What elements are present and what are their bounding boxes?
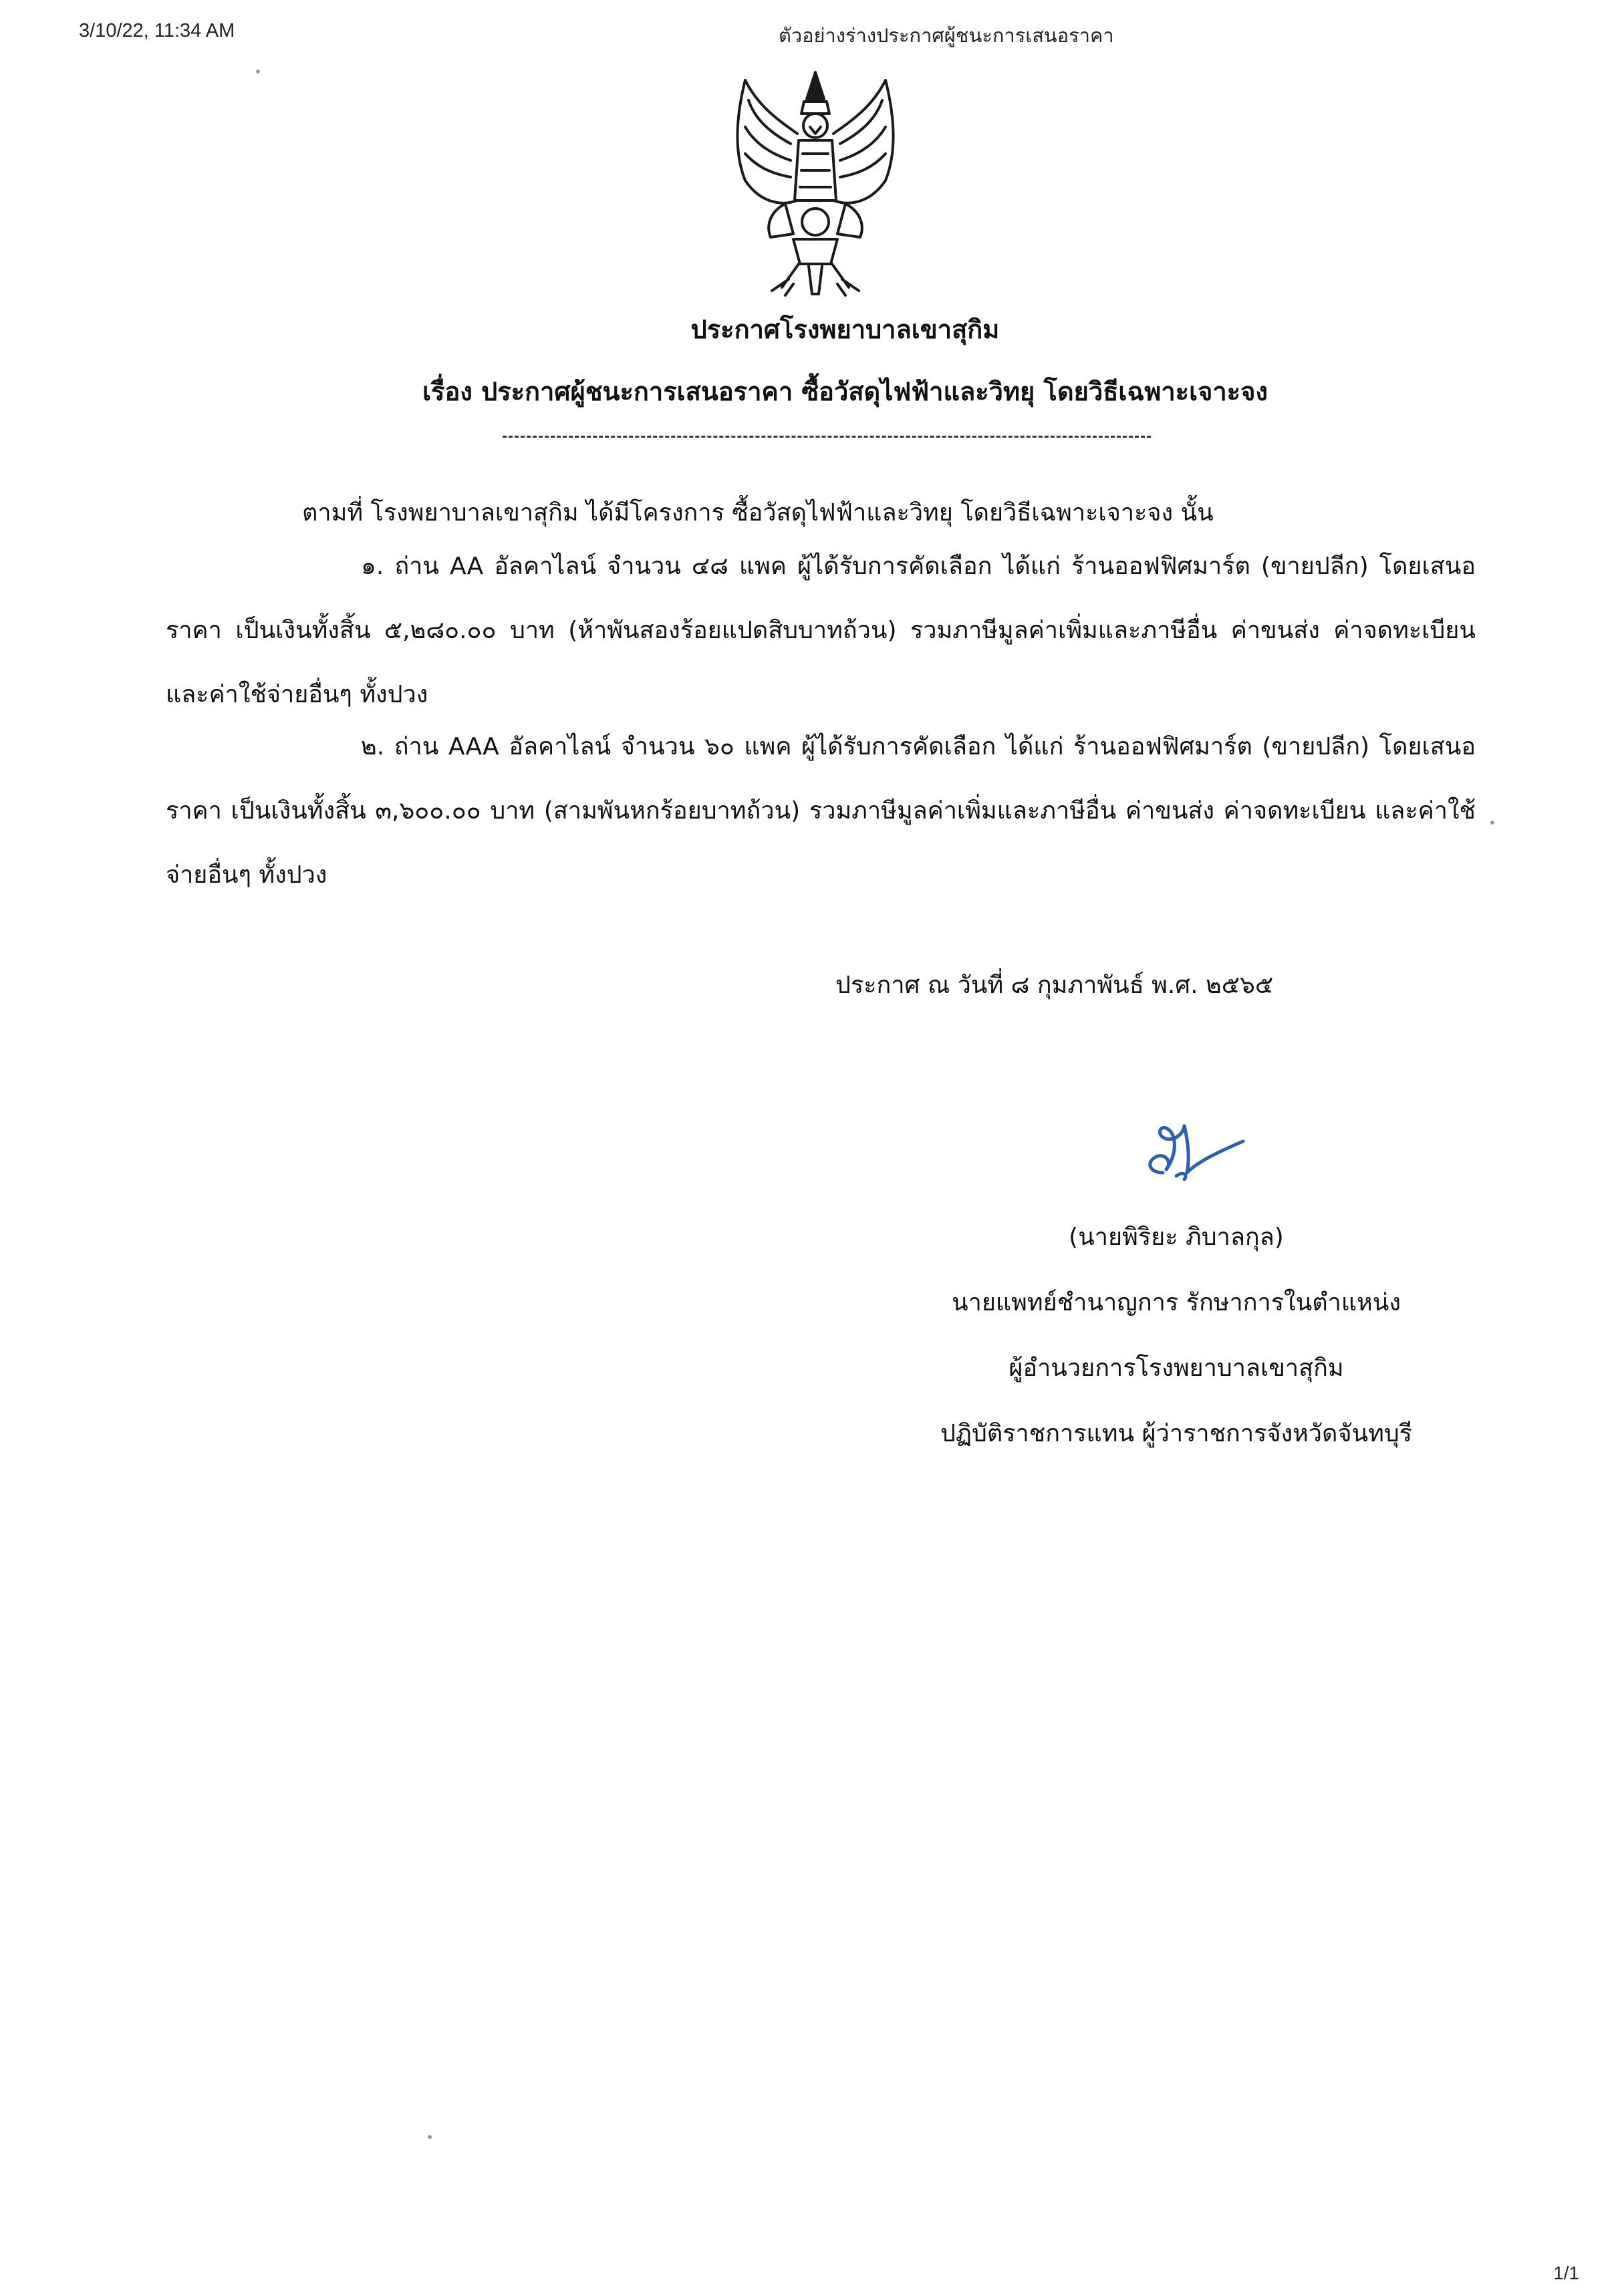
print-datetime: 3/10/22, 11:34 AM — [79, 20, 235, 41]
intro-paragraph: ตามที่ โรงพยาบาลเขาสุกิม ได้มีโครงการ ซื้อวัสดุไฟฟ้าและวิทยุ โดยวิธีเฉพาะเจาะจง นั้น — [302, 499, 1214, 527]
scan-speck — [256, 69, 260, 74]
award-item-1: ๑. ถ่าน AA อัลคาไลน์ จำนวน ๔๘ แพค ผู้ได้รับการคัดเลือก ได้แก่ ร้านออฟฟิศมาร์ต (ขายปลีก) โดยเสนอราคา เป็นเงินทั้งสิ้น ๕,๒๘๐.๐๐ บาท (ห้าพันสองร้อยแปดสิบบาทถ้วน) รวมภาษีมูลค่าเพิ่มและภาษีอื่น ค่าขนส่ง ค่าจดทะเบียน และค่าใช้จ่ายอื่นๆ ทั้งปวง — [166, 553, 1476, 708]
announcement-subject: เรื่อง ประกาศผู้ชนะการเสนอราคา ซื้อวัสดุไฟฟ้าและวิทยุ โดยวิธีเฉพาะเจาะจง — [422, 377, 1268, 406]
scan-speck — [1490, 821, 1494, 825]
signer-position-1: นายแพทย์ชำนาญการ รักษาการในตำแหน่ง — [952, 1289, 1401, 1316]
handwritten-signature — [1136, 1109, 1256, 1196]
signer-position-2: ผู้อำนวยการโรงพยาบาลเขาสุกิม — [1009, 1354, 1344, 1382]
print-doc-title: ตัวอย่างร่างประกาศผู้ชนะการเสนอราคา — [779, 25, 1114, 47]
separator-line — [503, 436, 1151, 438]
signer-position-3: ปฏิบัติราชการแทน ผู้ว่าราชการจังหวัดจันทบุรี — [940, 1420, 1413, 1447]
scan-speck — [428, 2135, 432, 2139]
garuda-emblem-icon — [718, 67, 912, 297]
announcement-title: ประกาศโรงพยาบาลเขาสุกิม — [690, 315, 1000, 344]
signer-name: (นายพิริยะ ภิบาลกุล) — [1069, 1224, 1284, 1251]
page-number: 1/1 — [1553, 2263, 1579, 2283]
announcement-date: ประกาศ ณ วันที่ ๘ กุมภาพันธ์ พ.ศ. ๒๕๖๕ — [835, 972, 1274, 999]
award-item-2: ๒. ถ่าน AAA อัลคาไลน์ จำนวน ๖๐ แพค ผู้ได้รับการคัดเลือก ได้แก่ ร้านออฟฟิศมาร์ต (ขายปลีก) โดยเสนอราคา เป็นเงินทั้งสิ้น ๓,๖๐๐.๐๐ บาท (สามพันหกร้อยบาทถ้วน) รวมภาษีมูลค่าเพิ่มและภาษีอื่น ค่าขนส่ง ค่าจดทะเบียน และค่าใช้จ่ายอื่นๆ ทั้งปวง — [166, 733, 1476, 889]
